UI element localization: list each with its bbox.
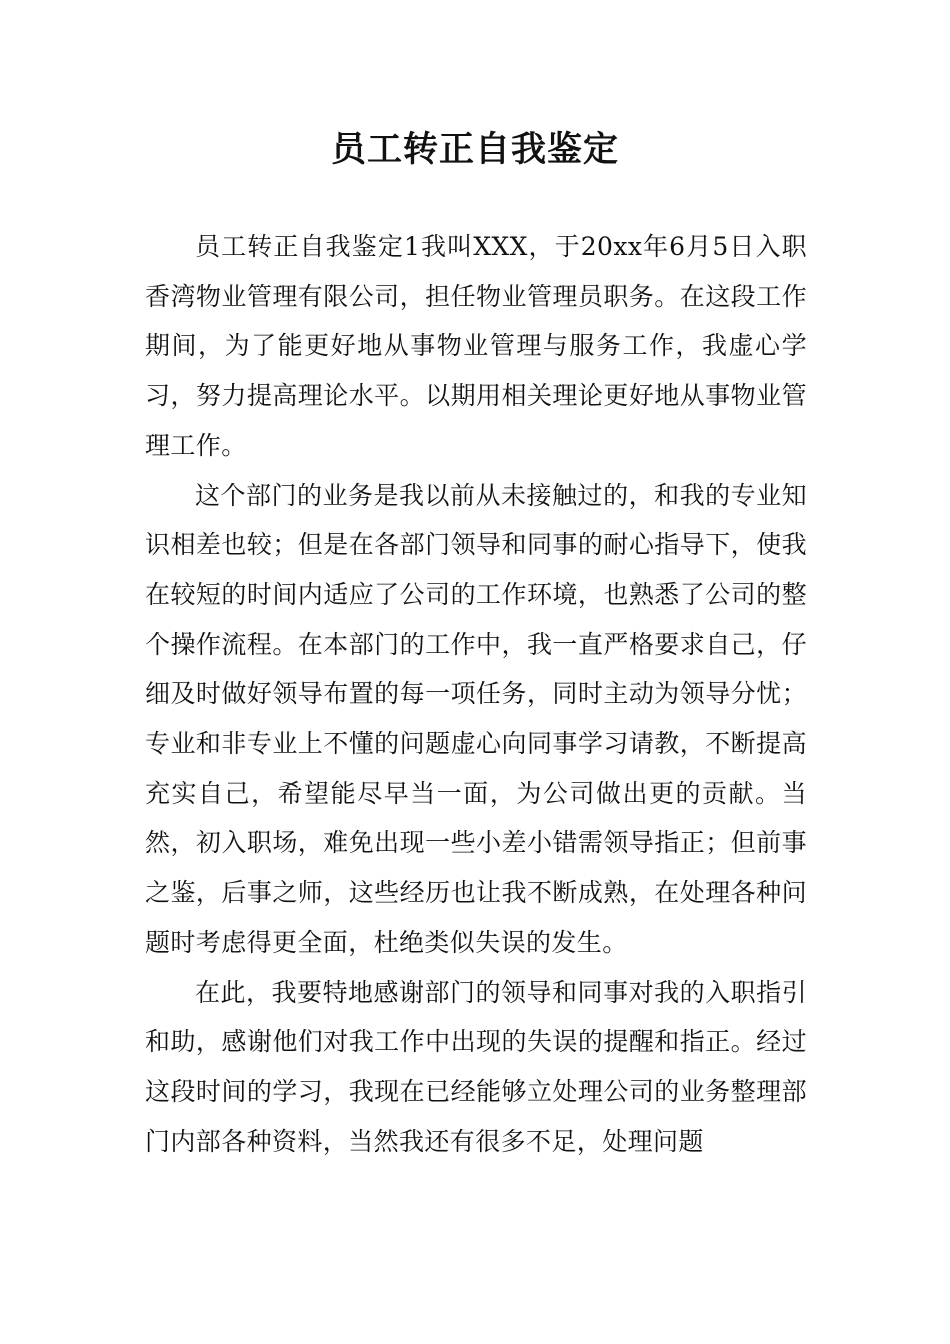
paragraph-2: 这个部门的业务是我以前从未接触过的，和我的专业知识相差也较；但是在各部门领导和同事的耐心指导下，使我在较短的时间内适应了公司的工作环境，也熟悉了公司的整个操作流程。在本部门的工作中，我一直严格要求自己，仔细及时做好领导布置的每一项任务，同时主动为领导分忧；专业和非专业上不懂的问题虚心向同事学习请教，不断提高充实自己，希望能尽早当一面，为公司做出更的贡献。当然，初入职场，难免出现一些小差小错需领导指正；但前事之鉴，后事之师，这些经历也让我不断成熟，在处理各种问题时考虑得更全面，杜绝类似失误的发生。 — [145, 480, 807, 957]
document-body — [145, 222, 807, 1166]
paragraph-1: 员工转正自我鉴定1我叫XXX，于20xx年6月5日入职香湾物业管理有限公司，担任物业管理员职务。在这段工作期间，为了能更好地从事物业管理与服务工作，我虚心学习，努力提高理论水平。以期用相关理论更好地从事物业管理工作。 — [145, 232, 807, 460]
paragraph-3: 在此，我要特地感谢部门的领导和同事对我的入职指引和助，感谢他们对我工作中出现的失误的提醒和指正。经过这段时间的学习，我现在已经能够立处理公司的业务整理部门内部各种资料，当然我还有很多不足，处理问题 — [145, 977, 807, 1156]
document-title: 员工转正自我鉴定 — [330, 130, 619, 170]
